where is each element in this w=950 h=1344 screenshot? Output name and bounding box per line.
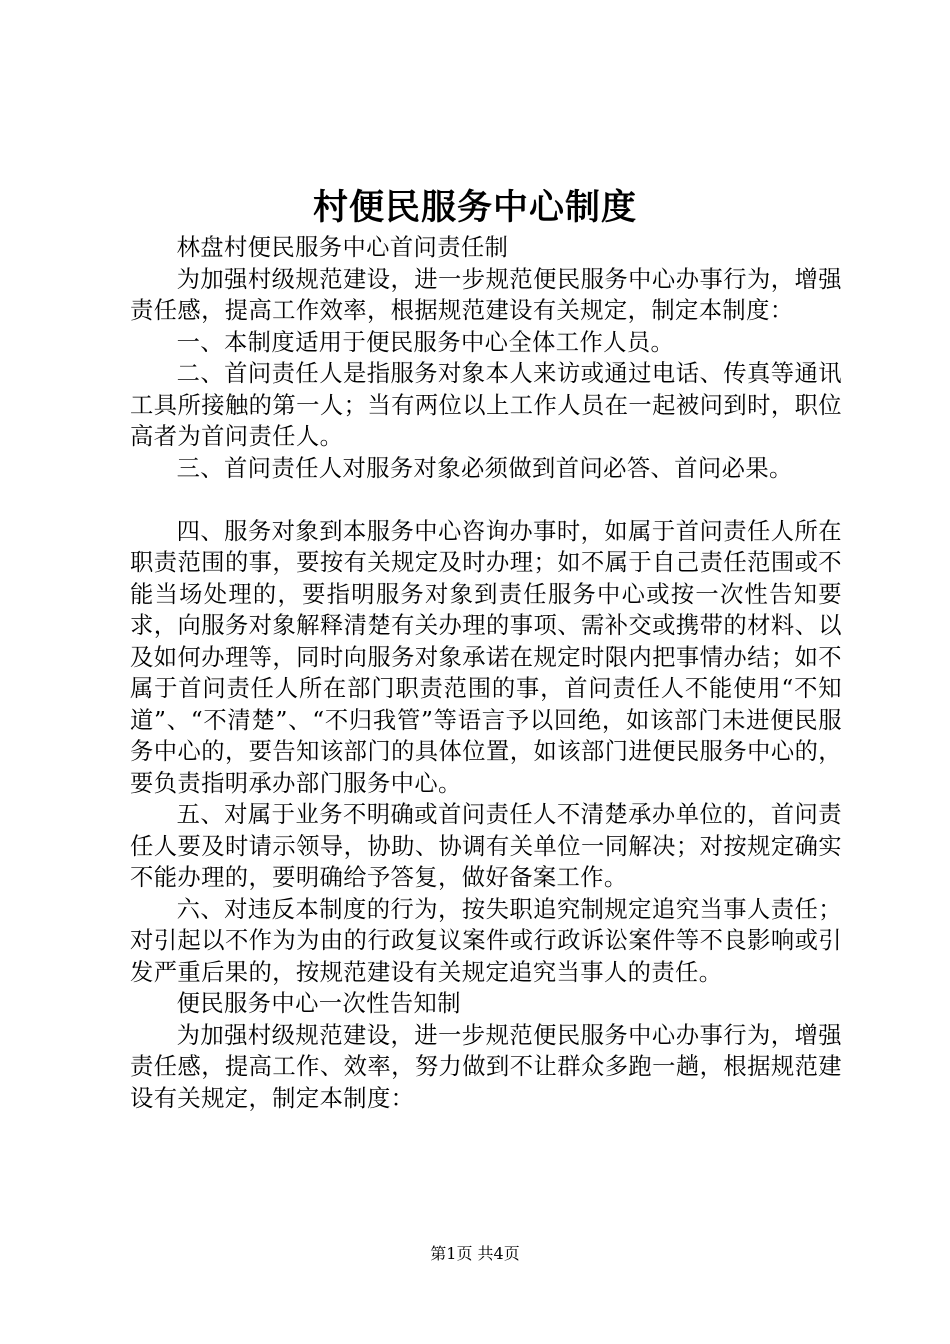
paragraph-intro: 为加强村级规范建设，进一步规范便民服务中心办事行为，增强责任感，提高工作效率，根据规范建设有关规定，制定本制度： xyxy=(130,265,842,324)
paragraph-item-3: 三、首问责任人对服务对象必须做到首问必答、首问必果。 xyxy=(176,454,793,482)
section-heading-one-time-notice: 便民服务中心一次性告知制 xyxy=(176,990,461,1017)
section-heading-first-inquiry: 林盘村便民服务中心首问责任制 xyxy=(176,234,509,261)
paragraph-intro-2: 为加强村级规范建设，进一步规范便民服务中心办事行为，增强责任感，提高工作、效率，努力做到不让群众多跑一趟，根据规范建设有关规定，制定本制度： xyxy=(130,1021,842,1112)
paragraph-item-1: 一、本制度适用于便民服务中心全体工作人员。 xyxy=(176,328,675,356)
document-body xyxy=(130,232,842,1114)
paragraph-item-2: 二、首问责任人是指服务对象本人来访或通过电话、传真等通讯工具所接触的第一人；当有两位以上工作人员在一起被问到时，职位高者为首问责任人。 xyxy=(130,360,842,450)
paragraph-item-6: 六、对违反本制度的行为，按失职追究制规定追究当事人责任；对引起以不作为为由的行政复议案件或行政诉讼案件等不良影响或引发严重后果的，按规范建设有关规定追究当事人的责任。 xyxy=(130,895,842,986)
paragraph-item-4: 四、服务对象到本服务中心咨询办事时，如属于首问责任人所在职责范围的事，要按有关规定及时办理；如不属于自己责任范围或不能当场处理的，要指明服务对象到责任服务中心或按一次性告知要求，向服务对象解释清楚有关办理的事项、需补交或携带的材料、以及如何办理等，同时向服务对象承诺在规定时限内把事情办结；如不属于首问责任人所在部门职责范围的事，首问责任人不能使用“不知道”、“不清楚”、“不归我管”等语言予以回绝，如该部门未进便民服务中心的，要告知该部门的具体位置，如该部门进便民服务中心的，要负责指明承办部门服务中心。 xyxy=(130,517,842,797)
document-title: 村便民服务中心制度 xyxy=(312,187,637,228)
paragraph-item-5: 五、对属于业务不明确或首问责任人不清楚承办单位的，首问责任人要及时请示领导，协助、协调有关单位一同解决；对按规定确实不能办理的，要明确给予答复，做好备案工作。 xyxy=(130,801,842,891)
page-number: 第1页 共4页 xyxy=(430,1244,520,1263)
